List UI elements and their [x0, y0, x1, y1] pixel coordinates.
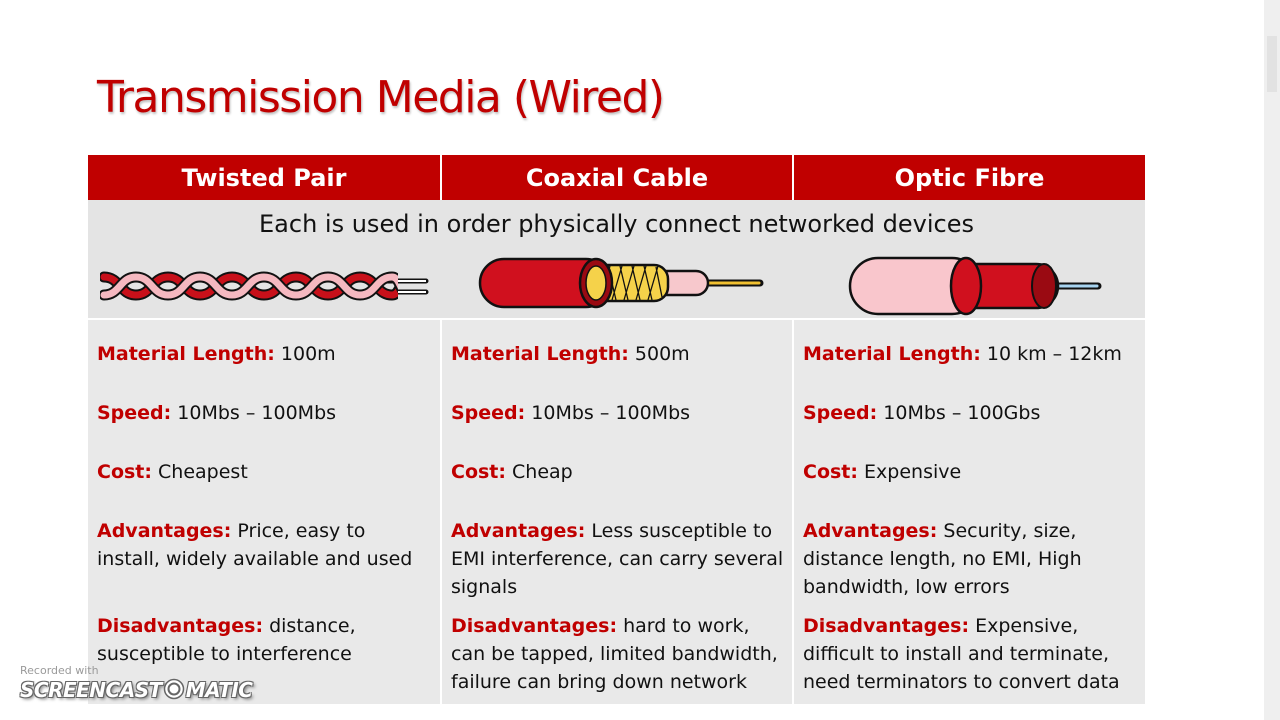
- header-optic-fibre: Optic Fibre: [792, 155, 1145, 200]
- advantages-value: Less susceptible to EMI interference, can carry several signals: [451, 520, 784, 598]
- length-row: [803, 340, 1137, 399]
- intro-banner: [88, 200, 1145, 318]
- screencast-watermark: [20, 664, 253, 706]
- table-body-row: [88, 320, 1145, 704]
- speed-label: Speed:: [803, 402, 878, 424]
- disadvantages-row: [97, 612, 432, 668]
- advantages-value: Security, size, distance length, no EMI, High bandwidth, low errors: [803, 520, 1082, 598]
- comparison-table: [88, 155, 1145, 704]
- disadvantages-value: distance, susceptible to interference: [97, 615, 356, 665]
- length-row: [97, 340, 432, 399]
- record-circle-icon: [163, 678, 185, 700]
- cost-label: Cost:: [97, 461, 152, 483]
- length-row: [451, 340, 784, 399]
- header-twisted-pair: Twisted Pair: [88, 155, 440, 200]
- disadvantages-row: [803, 612, 1137, 696]
- length-value: 10 km – 12km: [980, 343, 1122, 365]
- cost-value: Cheapest: [152, 461, 248, 483]
- advantages-row: [451, 517, 784, 612]
- speed-label: Speed:: [451, 402, 526, 424]
- disadvantages-label: Disadvantages:: [97, 615, 264, 637]
- speed-label: Speed:: [97, 402, 172, 424]
- length-label: Material Length:: [451, 343, 629, 365]
- advantages-label: Advantages:: [97, 520, 232, 542]
- advantages-value: Price, easy to install, widely available and used: [97, 520, 413, 570]
- speed-row: [803, 399, 1137, 458]
- length-label: Material Length:: [803, 343, 981, 365]
- advantages-row: [803, 517, 1137, 612]
- watermark-brand: [20, 678, 252, 702]
- speed-row: [451, 399, 784, 458]
- advantages-label: Advantages:: [803, 520, 938, 542]
- cost-label: Cost:: [451, 461, 506, 483]
- intro-text: Each is used in order physically connect networked devices: [259, 210, 974, 238]
- cost-label: Cost:: [803, 461, 858, 483]
- cost-row: [803, 458, 1137, 517]
- speed-value: 10Mbs – 100Mbs: [171, 402, 337, 424]
- disadvantages-label: Disadvantages:: [451, 615, 618, 637]
- slide-title: Transmission Media (Wired): [97, 72, 664, 123]
- watermark-recorded-with: Recorded with: [20, 664, 99, 677]
- edge-notch: [1267, 36, 1277, 92]
- advantages-row: [97, 517, 432, 612]
- disadvantages-value: Expensive, difficult to install and terminate, need terminators to convert data: [803, 615, 1120, 693]
- window-right-edge: [1264, 0, 1280, 720]
- speed-value: 10Mbs – 100Gbs: [877, 402, 1041, 424]
- speed-value: 10Mbs – 100Mbs: [525, 402, 691, 424]
- watermark-brand-right: MATIC: [185, 678, 253, 702]
- disadvantages-row: [451, 612, 784, 696]
- cost-value: Expensive: [858, 461, 962, 483]
- cell-twisted-pair: [88, 320, 440, 704]
- cell-optic-fibre: [792, 320, 1145, 704]
- speed-row: [97, 399, 432, 458]
- cost-row: [97, 458, 432, 517]
- disadvantages-value: hard to work, can be tapped, limited bandwidth, failure can bring down network: [451, 615, 778, 693]
- twisted-pair-cable-icon: [100, 265, 430, 315]
- advantages-label: Advantages:: [451, 520, 586, 542]
- table-header-row: [88, 155, 1145, 200]
- length-label: Material Length:: [97, 343, 275, 365]
- disadvantages-label: Disadvantages:: [803, 615, 970, 637]
- cost-value: Cheap: [506, 461, 573, 483]
- coaxial-cable-icon: [478, 255, 768, 315]
- cost-row: [451, 458, 784, 517]
- length-value: 500m: [628, 343, 690, 365]
- length-value: 100m: [274, 343, 336, 365]
- header-coaxial-cable: Coaxial Cable: [440, 155, 792, 200]
- cell-coaxial-cable: [440, 320, 792, 704]
- optic-fibre-cable-icon: [848, 256, 1108, 316]
- watermark-brand-left: SCREENCAST: [20, 678, 162, 702]
